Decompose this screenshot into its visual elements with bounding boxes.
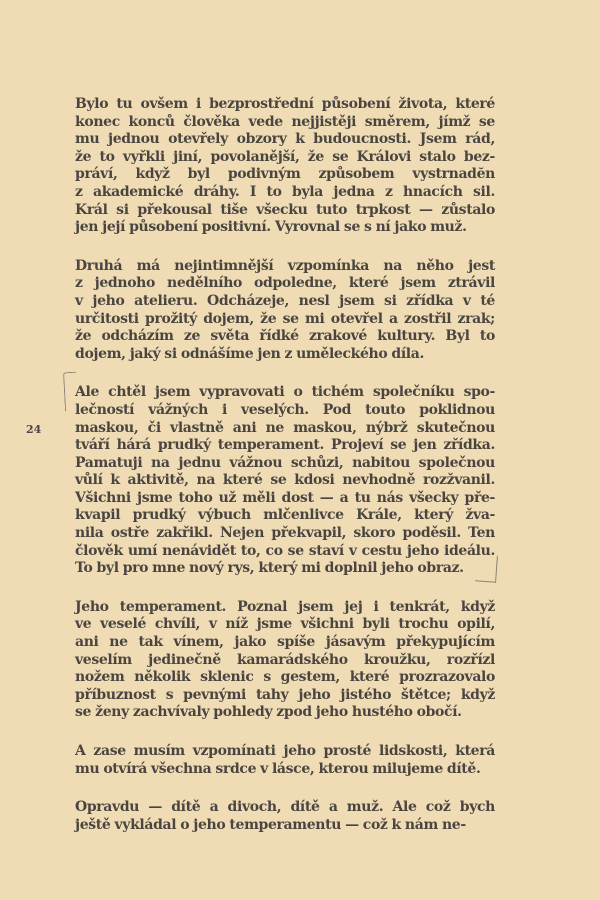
text-line: Pamatuji na jednu vážnou schůzi, nabitou společnou bbox=[75, 454, 495, 471]
text-line: veselím jedinečně kamarádského kroužku, rozřízl bbox=[75, 651, 495, 668]
text-line: tváří hárá prudký temperament. Projeví se jen zřídka. bbox=[75, 437, 495, 454]
text-line: určitosti prožitý dojem, že se mi otevřel a zostřil zrak; bbox=[75, 310, 495, 327]
text-line: vůlí k aktivitě, na které se kdosi nevhodně rozžvanil. bbox=[75, 472, 495, 489]
text-line: z akademické dráhy. I to byla jedna z hnacích sil. bbox=[75, 183, 495, 200]
paragraph bbox=[75, 384, 495, 578]
text-line: Král si překousal tiše všecku tuto trpkost — zůstalo bbox=[75, 201, 495, 218]
page-number: 24 bbox=[26, 423, 42, 436]
text-line: konec konců člověka vede nejjistěji směrem, jímž se bbox=[75, 113, 495, 130]
paragraph bbox=[75, 599, 495, 722]
text-line: nila ostře zakřikl. Nejen překvapil, skoro poděsil. Ten bbox=[75, 525, 495, 542]
text-line: ještě vykládal o jeho temperamentu — což k nám ne- bbox=[75, 816, 466, 833]
text-line: jen její působení positivní. Vyrovnal se s ní jako muž. bbox=[75, 219, 467, 236]
text-line: ve veselé chvíli, v níž jsme všichni byli trochu opilí, bbox=[75, 616, 495, 633]
text-line: se ženy zachvívaly pohledy zpod jeho hustého obočí. bbox=[75, 704, 462, 721]
text-line: Ale chtěl jsem vypravovati o tichém společníku spo- bbox=[75, 384, 495, 401]
text-line: příbuznost s pevnými tahy jeho jistého štětce; když bbox=[75, 686, 495, 703]
text-line: nožem několik sklenic s gestem, které prozrazovalo bbox=[75, 669, 495, 686]
text-line: Druhá má nejintimnější vzpomínka na něho jest bbox=[75, 257, 495, 274]
text-line: práví, když byl podivným způsobem vystrnadĕn bbox=[75, 166, 495, 183]
text-line: A zase musím vzpomínati jeho prosté lidskosti, která bbox=[75, 743, 495, 759]
page-body bbox=[75, 96, 495, 855]
text-line: že odcházím ze světa řídké zrakové kultury. Byl to bbox=[75, 328, 495, 345]
text-line: dojem, jaký si odnášíme jen z uměleckého díla. bbox=[75, 345, 425, 362]
text-line: v jeho atelieru. Odcházeje, nesl jsem si zřídka v té bbox=[75, 292, 495, 309]
paragraph bbox=[75, 258, 495, 364]
text-line: Bylo tu ovšem i bezprostřední působení života, které bbox=[75, 96, 495, 112]
text-line: člověk umí nenávidět to, co se staví v cestu jeho ideálu. bbox=[75, 542, 495, 559]
paragraph bbox=[75, 799, 495, 834]
text-line: mu jednou otevřely obzory k budoucnosti. Jsem rád, bbox=[75, 131, 495, 148]
text-line: lečností vážných i veselých. Pod touto poklidnou bbox=[75, 401, 495, 418]
text-line: z jednoho nedělního odpoledne, které jsem ztrávil bbox=[75, 275, 495, 292]
paragraph bbox=[75, 743, 495, 778]
text-line: že to vyřkli jiní, povolanější, že se Královi stalo bez- bbox=[75, 148, 495, 165]
text-line: kvapil prudký výbuch mlčenlivce Krále, který žva- bbox=[75, 507, 495, 524]
text-line: mu otvírá všechna srdce v lásce, kterou milujeme dítě. bbox=[75, 760, 481, 777]
text-line: maskou, či vlastně ani ne maskou, nýbrž skutečnou bbox=[75, 419, 495, 436]
paragraph bbox=[75, 96, 495, 237]
text-line: Jeho temperament. Poznal jsem jej i tenkrát, když bbox=[75, 598, 495, 615]
text-line: To byl pro mne nový rys, který mi doplnil jeho obraz. bbox=[75, 560, 464, 577]
text-line: ani ne tak vínem, jako spíše jásavým překypujícím bbox=[75, 634, 495, 651]
text-line: Opravdu — dítě a divoch, dítě a muž. Ale což bych bbox=[75, 799, 495, 816]
text-line: Všichni jsme toho už měli dost — a tu nás všecky pře- bbox=[75, 489, 495, 506]
